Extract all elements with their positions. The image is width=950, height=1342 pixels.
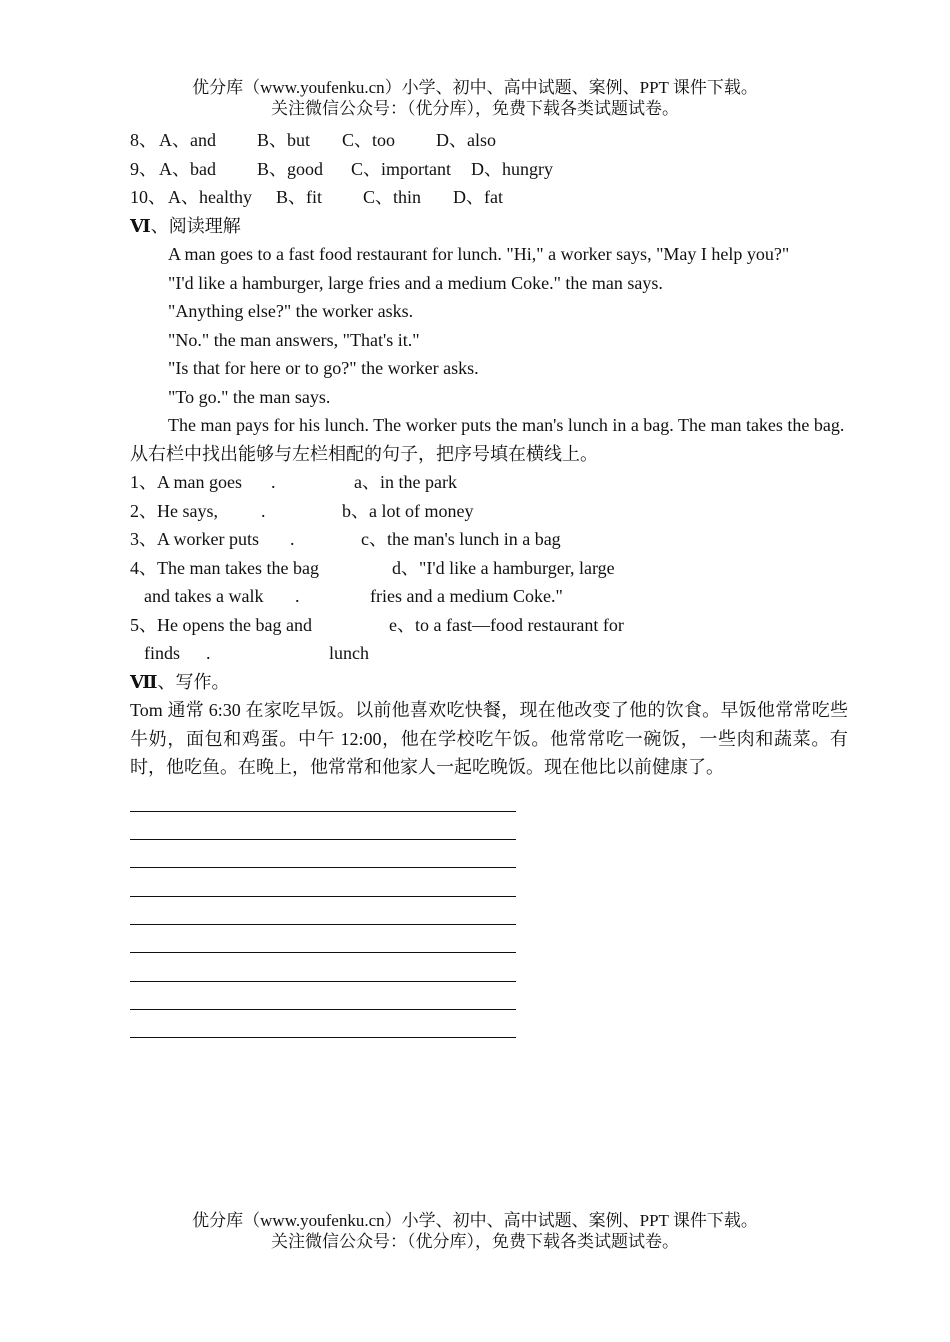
writing-line[interactable] [130,1010,516,1038]
match-right: fries and a medium Coke." [370,586,563,606]
writing-line[interactable] [130,897,516,925]
option-a: A、bad [159,158,216,179]
footer-line-1: 优分库（www.youfenku.cn）小学、初中、高中试题、案例、PPT 课件下载。 [192,1211,758,1230]
writing-prompt: Tom 通常 6:30 在家吃早饭。以前他喜欢吃快餐，现在他改变了他的饮食。早饭他常常吃些牛奶，面包和鸡蛋。中午 12:00，他在学校吃午饭。他常常吃一碗饭，一些肉和蔬菜。有时，他吃鱼。在晚上，他常常和他家人一起吃晚饭。现在他比以前健康了。 [130,700,848,777]
match-row [130,639,848,668]
option-d: D、fat [453,187,503,207]
header-line-2: 关注微信公众号：（优分库），免费下载各类试题试卷。 [271,99,679,118]
option-a: A、and [159,130,216,150]
match-right: lunch [329,643,369,663]
writing-line[interactable] [130,868,516,896]
item-number: 8、 [130,130,157,150]
item-number: 9、 [130,158,157,179]
match-left: 5、He opens the bag and [130,614,312,635]
choice-item-8 [130,126,848,155]
section-7-heading [130,668,848,697]
exam-content [130,126,848,1038]
match-row [130,582,848,611]
page-header [0,77,950,119]
writing-line[interactable] [130,953,516,981]
match-right: b、a lot of money [342,500,474,521]
header-line-1: 优分库（www.youfenku.cn）小学、初中、高中试题、案例、PPT 课件下载。 [192,78,758,97]
answer-blank[interactable]: . [271,472,276,492]
section-number: Ⅵ [130,215,151,236]
passage-line: "Anything else?" the worker asks. [168,301,414,321]
answer-blank[interactable]: . [261,500,266,521]
match-row [130,554,848,583]
match-row [130,611,848,640]
passage-line: "To go." the man says. [168,386,331,407]
match-row [130,468,848,497]
match-right: e、to a fast—food restaurant for [389,614,624,635]
section-number: Ⅶ [130,671,158,692]
match-right: a、in the park [354,472,457,492]
match-row [130,497,848,526]
option-d: D、hungry [471,158,553,179]
match-right: d、"I'd like a hamburger, large [392,557,615,578]
writing-line[interactable] [130,812,516,840]
answer-blank[interactable]: . [295,586,300,606]
match-row [130,525,848,554]
section-title: 、写作。 [157,671,230,692]
answer-blank[interactable]: . [290,529,295,549]
match-left: 3、A worker puts [130,529,259,549]
section-title: 、阅读理解 [150,215,241,236]
match-left: and takes a walk [144,586,264,606]
option-c: C、too [342,130,396,150]
writing-line[interactable] [130,784,516,812]
writing-line[interactable] [130,982,516,1010]
section-6-heading [130,212,848,241]
option-b: B、good [257,158,324,179]
writing-line[interactable] [130,925,516,953]
match-left: finds [144,643,180,663]
match-left: 1、A man goes [130,472,242,492]
option-b: B、fit [276,187,323,207]
match-right: c、the man's lunch in a bag [361,529,561,549]
passage-line: A man goes to a fast food restaurant for lunch. "Hi," a worker says, "May I help you?" [168,244,790,264]
option-c: C、thin [363,187,422,207]
passage-line: "I'd like a hamburger, large fries and a medium Coke." the man says. [168,272,663,293]
option-a: A、healthy [168,187,252,207]
match-instruction: 从右栏中找出能够与左栏相配的句子，把序号填在横线上。 [130,443,598,464]
passage-paragraph: The man pays for his lunch. The worker puts the man's lunch in a bag. The man takes the bag. [168,415,845,435]
footer-line-2: 关注微信公众号：（优分库），免费下载各类试题试卷。 [271,1232,679,1251]
option-d: D、also [436,130,496,150]
match-left: 4、The man takes the bag [130,557,319,578]
passage-line: "Is that for here or to go?" the worker asks. [168,358,479,378]
item-number: 10、 [130,187,166,207]
answer-blank[interactable]: . [206,643,211,663]
writing-line[interactable] [130,840,516,868]
writing-lines [130,784,848,1039]
passage-line: "No." the man answers, "That's it." [168,329,420,350]
page-footer [0,1210,950,1252]
choice-item-10 [130,183,848,212]
option-b: B、but [257,130,311,150]
option-c: C、important [351,158,451,179]
choice-item-9 [130,155,848,184]
match-left: 2、He says, [130,500,218,521]
